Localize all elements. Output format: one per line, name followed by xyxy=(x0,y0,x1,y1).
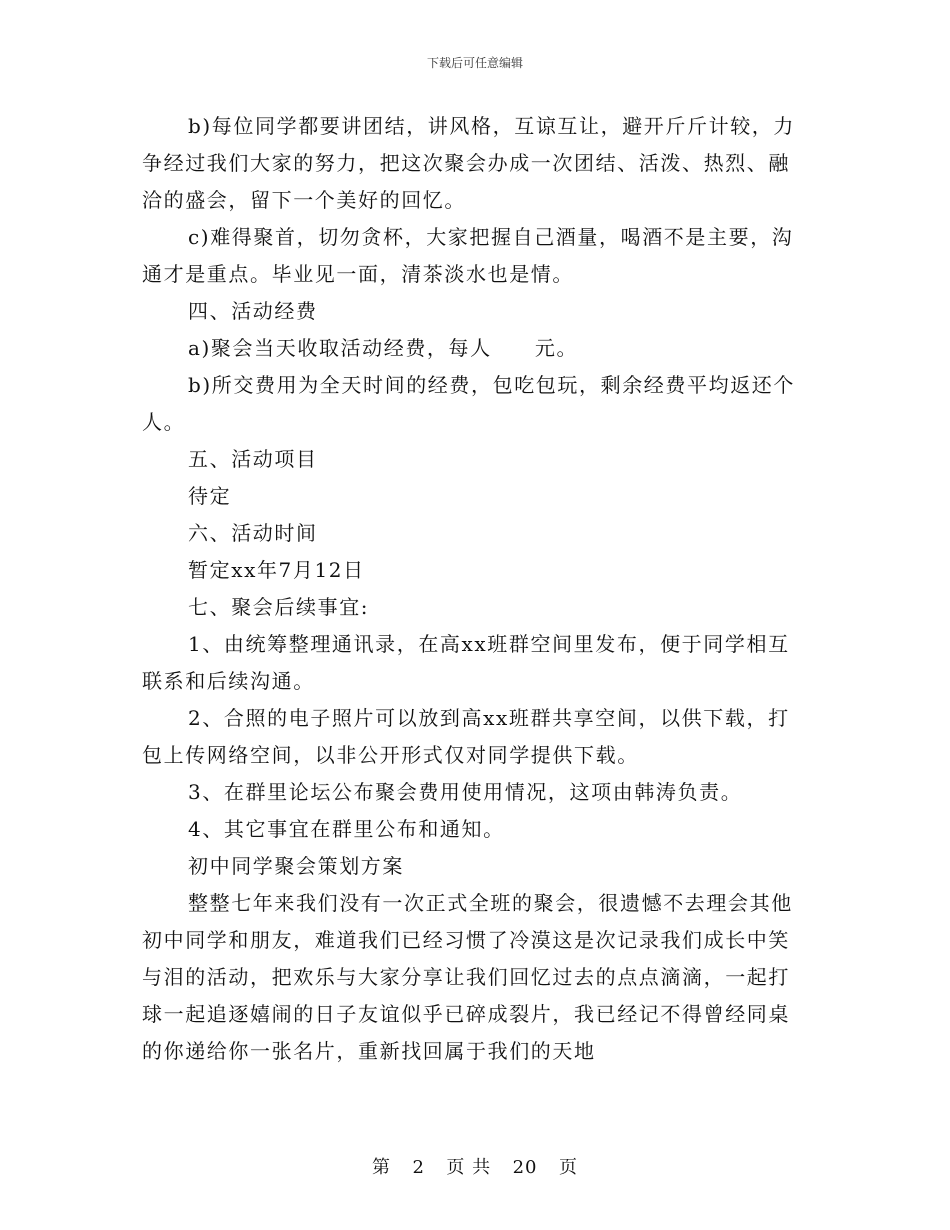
paragraph-unity: b)每位同学都要讲团结，讲风格，互谅互让，避开斤斤计较，力争经过我们大家的努力，把这次聚会办成一次团结、活泼、热烈、融洽的盛会，留下一个美好的回忆。 xyxy=(142,114,796,212)
list-item-other: 4、其它事宜在群里公布和通知。 xyxy=(188,817,505,841)
list-item-expense-report: 3、在群里论坛公布聚会费用使用情况，这项由韩涛负责。 xyxy=(188,780,743,804)
document-body xyxy=(142,108,802,1070)
list-item-photos: 2、合照的电子照片可以放到高xx班群共享空间，以供下载，打包上传网络空间，以非公开形式仅对同学提供下载。 xyxy=(142,706,790,767)
paragraph-introduction: 整整七年来我们没有一次正式全班的聚会，很遗憾不去理会其他初中同学和朋友，难道我们已经习惯了冷漠这是次记录我们成长中笑与泪的活动，把欢乐与大家分享让我们回忆过去的点点滴滴，一起打球一起追逐嬉闹的日子友谊似乎已碎成裂片，我已经记不得曾经同桌的你递给你一张名片，重新找回属于我们的天地 xyxy=(142,891,793,1063)
list-item-contacts: 1、由统筹整理通讯录，在高xx班群空间里发布，便于同学相互联系和后续沟通。 xyxy=(142,632,790,693)
section-heading-expenses: 四、活动经费 xyxy=(188,299,318,323)
section-heading-activities: 五、活动项目 xyxy=(188,447,318,471)
page-middle: 页 共 xyxy=(446,1157,492,1178)
section-heading-time: 六、活动时间 xyxy=(188,521,318,545)
paragraph-tbd: 待定 xyxy=(188,484,232,508)
page-total: 20 xyxy=(512,1157,538,1178)
paragraph-date: 暂定xx年7月12日 xyxy=(188,558,365,582)
document-subtitle: 初中同学聚会策划方案 xyxy=(188,854,404,878)
paragraph-drinking: c)难得聚首，切勿贪杯，大家把握自己酒量，喝酒不是主要，沟通才是重点。毕业见一面，清茶淡水也是情。 xyxy=(142,225,794,286)
page-header: 下载后可任意编辑 xyxy=(426,56,523,70)
page-current: 2 xyxy=(412,1157,425,1178)
page-prefix: 第 xyxy=(372,1157,392,1178)
paragraph-fee-usage: b)所交费用为全天时间的经费，包吃包玩，剩余经费平均返还个人。 xyxy=(142,373,796,434)
page-footer xyxy=(0,1153,950,1179)
page-suffix: 页 xyxy=(558,1157,578,1178)
section-heading-followup: 七、聚会后续事宜: xyxy=(188,595,370,619)
paragraph-fee-collection: a)聚会当天收取活动经费，每人 元。 xyxy=(188,336,579,360)
